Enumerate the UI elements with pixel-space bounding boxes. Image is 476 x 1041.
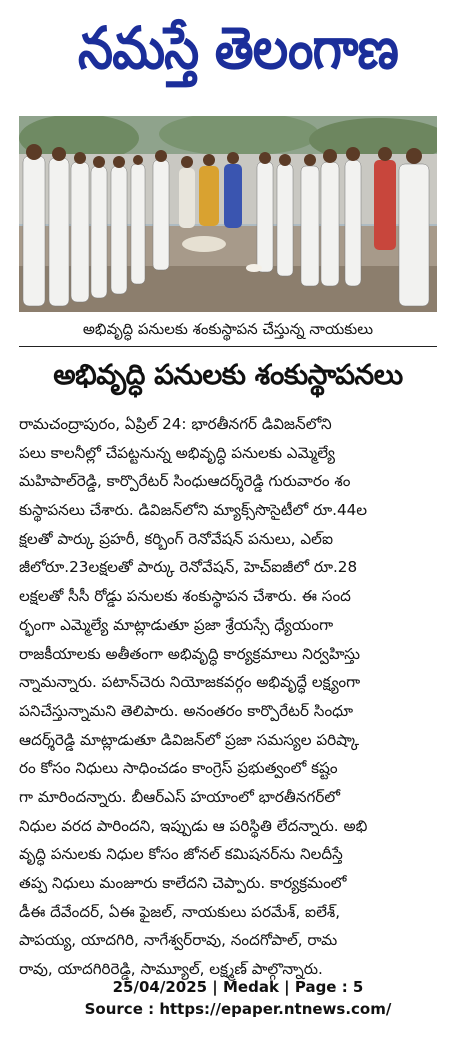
body-line: కుస్థాపనలు చేశారు. డివిజన్‌లోని మ్యాక్స్‌సొసైటీలో రూ.44ల	[19, 501, 368, 520]
body-line: తప్ప నిధులు మంజూరు కాలేదని చెప్పారు. కార్యక్రమంలో	[19, 874, 347, 892]
group-photo-icon	[19, 116, 437, 312]
body-line: రావు, యాదగిరిరెడ్డి, సామ్యూల్, లక్ష్మణ్ పాల్గొన్నారు.	[19, 960, 323, 979]
body-line: పనిచేస్తున్నామని తెలిపారు. అనంతరం కార్పొరేటర్ సింధూ	[19, 701, 354, 720]
body-line: పలు కాలనీల్లో చేపట్టనున్న అభివృద్ధి పనులకు ఎమ్మెల్యే	[19, 443, 335, 462]
masthead	[0, 0, 476, 96]
edition-meta: 25/04/2025 | Medak | Page : 5	[112, 978, 364, 996]
headline-text: అభివృద్ధి పనులకు శంకుస్థాపనలు	[53, 358, 403, 391]
page-footer	[0, 976, 476, 1020]
body-line: గా మారిందన్నారు. బీఆర్‌ఎస్ హయాంలో భారతీనగర్‌లో	[19, 787, 340, 806]
body-line: న్నామన్నారు. పటాన్‌చెరు నియోజకవర్గం అభివృద్ధే లక్ష్యంగా	[19, 673, 361, 692]
body-line: రాజకీయాలకు అతీతంగా అభివృద్ధి కార్యక్రమాలు నిర్వహిస్తు	[19, 644, 361, 663]
source-link[interactable]: Source : https://epaper.ntnews.com/	[84, 1000, 392, 1018]
body-line: వృద్ధి పనులకు నిధుల కోసం జోనల్ కమిషనర్‌ను నిలదీస్తే	[19, 845, 343, 864]
newspaper-title: నమస్తే తెలంగాణ	[78, 14, 398, 82]
article-body	[19, 410, 447, 984]
body-line: ర్భంగా ఎమ్మెల్యే మాట్లాడుతూ ప్రజా శ్రేయస్సే ధ్యేయంగా	[19, 615, 334, 634]
article-headline	[19, 352, 437, 404]
photo-caption	[19, 316, 437, 347]
body-line: జీలోరూ.23లక్షలతో పార్కు రెనోవేషన్, హెచ్‌ఐజీలో రూ.28	[19, 558, 358, 577]
body-line: పాపయ్య, యాదగిరి, నాగేశ్వర్‌రావు, నందగోపాల్, రామ	[19, 931, 338, 950]
body-line: లక్షలతో సీసీ రోడ్డు పనులకు శంకుస్థాపన చేశారు. ఈ సంద	[19, 587, 351, 606]
body-line: రామచంద్రాపురం, ఏప్రిల్ 24: భారతీనగర్ డివిజన్‌లోని	[19, 415, 332, 433]
caption-text: అభివృద్ధి పనులకు శంకుస్థాపన చేస్తున్న నాయకులు	[82, 320, 374, 338]
body-line: నిధుల వరద పారిందని, ఇప్పుడు ఆ పరిస్థితి లేదన్నారు. అభి	[19, 816, 368, 835]
body-line: మహిపాల్‌రెడ్డి, కార్పొరేటర్ సింధుఆదర్శ్‌రెడ్డి గురువారం శం	[19, 472, 351, 491]
body-line: ఆదర్శ్‌రెడ్డి మాట్లాడుతూ డివిజన్‌లో ప్రజా సమస్యల పరిష్కా	[19, 730, 360, 749]
body-line: డీఈ దేవేందర్, ఏఈ ఫైజల్, నాయకులు పరమేశ్, ఐలేశ్,	[19, 902, 341, 921]
body-line: క్షలతో పార్కు ప్రహరీ, కర్బింగ్ రెనోవేషన్ పనులు, ఎల్‌ఐ	[19, 529, 333, 548]
body-line: రం కోసం నిధులు సాధించడం కాంగ్రెస్ ప్రభుత్వంలో కష్టం	[19, 759, 338, 778]
news-photo	[19, 116, 437, 312]
